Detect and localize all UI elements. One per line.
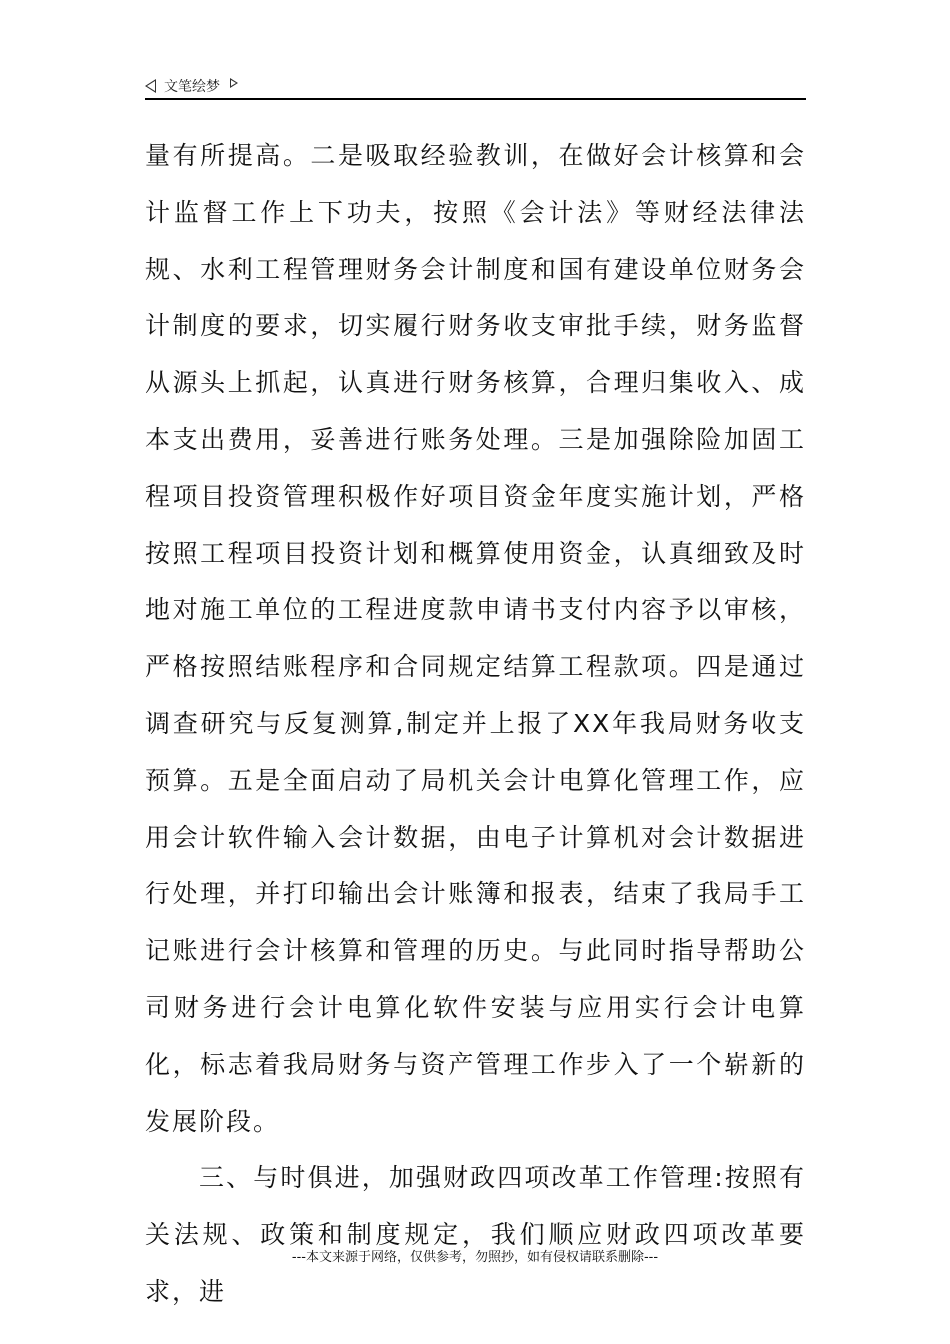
footer-notice: ---本文来源于网络，仅供参考，勿照抄，如有侵权请联系删除--- bbox=[291, 1250, 659, 1265]
triangle-right-icon bbox=[230, 78, 238, 88]
document-body bbox=[145, 128, 806, 1321]
header-brand: 文笔绘梦 bbox=[164, 79, 220, 95]
paragraph-2: 三、与时俱进，加强财政四项改革工作管理:按照有关法规、政策和制度规定，我们顺应财政四项改革要求，进 bbox=[145, 1163, 806, 1306]
triangle-left-icon bbox=[145, 79, 156, 93]
page-header bbox=[145, 74, 806, 98]
paragraph-1: 量有所提高。二是吸取经验教训，在做好会计核算和会计监督工作上下功夫，按照《会计法》等财经法律法规、水利工程管理财务会计制度和国有建设单位财务会计制度的要求，切实履行财务收支审批手续，财务监督从源头上抓起，认真进行财务核算，合理归集收入、成本支出费用，妥善进行账务处理。三是加强除险加固工程项目投资管理积极作好项目资金年度实施计划，严格按照工程项目投资计划和概算使用资金，认真细致及时地对施工单位的工程进度款申请书支付内容予以审核，严格按照结账程序和合同规定结算工程款项。四是通过调查研究与反复测算,制定并上报了XX年我局财务收支预算。五是全面启动了局机关会计电算化管理工作，应用会计软件输入会计数据，由电子计算机对会计数据进行处理，并打印输出会计账簿和报表，结束了我局手工记账进行会计核算和管理的历史。与此同时指导帮助公司财务进行会计电算化软件安装与应用实行会计电算化，标志着我局财务与资产管理工作步入了一个崭新的发展阶段。 bbox=[145, 141, 806, 1136]
header-divider bbox=[145, 98, 806, 100]
